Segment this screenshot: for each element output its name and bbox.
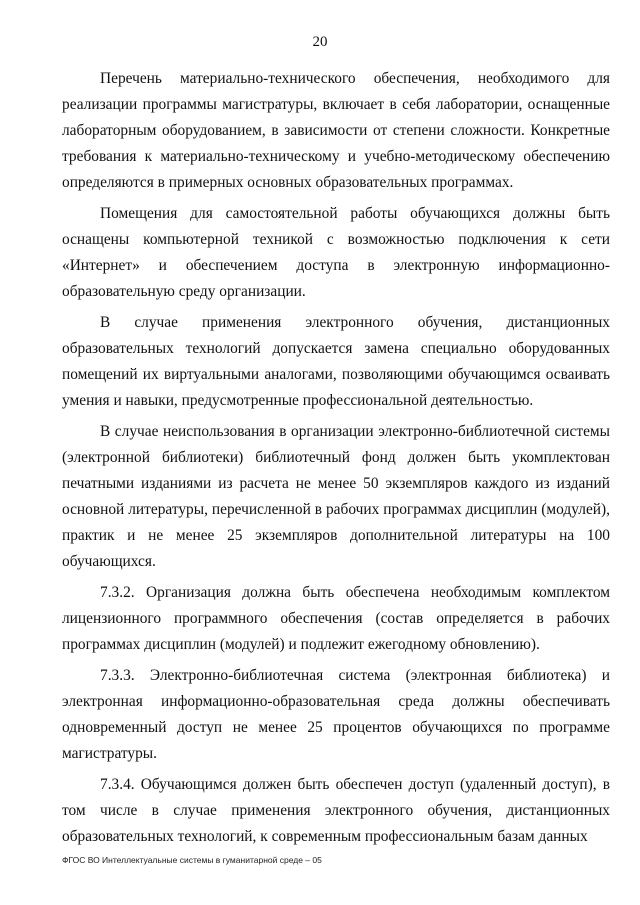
paragraph-material-equipment: Перечень материально-технического обеспечения, необходимого для реализации программы магистратуры, включает в себя лаборатории, оснащенные лабораторным оборудованием, в зависимости от степени сложности. Конкретные требования к материально-техническому и учебно-методическому обеспечению определяются в примерных основных образовательных программах. [62, 70, 610, 191]
paragraph-library-fund: В случае неиспользования в организации электронно-библиотечной системы (электронной библиотеки) библиотечный фонд должен быть укомплектован печатными изданиями из расчета не менее 50 экземпляров каждого из изданий основной литературы, перечисленной в рабочих программах дисциплин (модулей), практик и не менее 25 экземпляров дополнительной литературы на 100 обучающихся. [62, 423, 610, 570]
paragraph-elearning-replacement: В случае применения электронного обучения, дистанционных образовательных технологий допускается замена специально оборудованных помещений их виртуальными аналогами, позволяющими обучающимся осваивать умения и навыки, предусмотренные профессиональной деятельностью. [62, 314, 610, 409]
page-number: 20 [312, 34, 328, 50]
paragraph-self-study-rooms: Помещения для самостоятельной работы обучающихся должны быть оснащены компьютерной техникой с возможностью подключения к сети «Интернет» и обеспечением доступа в электронную информационно-образовательную среду организации. [62, 205, 610, 300]
paragraph-7-3-2: 7.3.2. Организация должна быть обеспечена необходимым комплектом лицензионного программного обеспечения (состав определяется в рабочих программах дисциплин (модулей) и подлежит ежегодному обновлению). [62, 584, 610, 653]
page-footer: ФГОС ВО Интеллектуальные системы в гуманитарной среде – 05 [62, 855, 322, 865]
document-body [62, 66, 610, 850]
paragraph-7-3-4: 7.3.4. Обучающимся должен быть обеспечен доступ (удаленный доступ), в том числе в случае применения электронного обучения, дистанционных образовательных технологий, к современным профессиональным базам данных [62, 776, 610, 845]
paragraph-7-3-3: 7.3.3. Электронно-библиотечная система (электронная библиотека) и электронная информационно-образовательная среда должны обеспечивать одновременный доступ не менее 25 процентов обучающихся по программе магистратуры. [62, 667, 610, 762]
